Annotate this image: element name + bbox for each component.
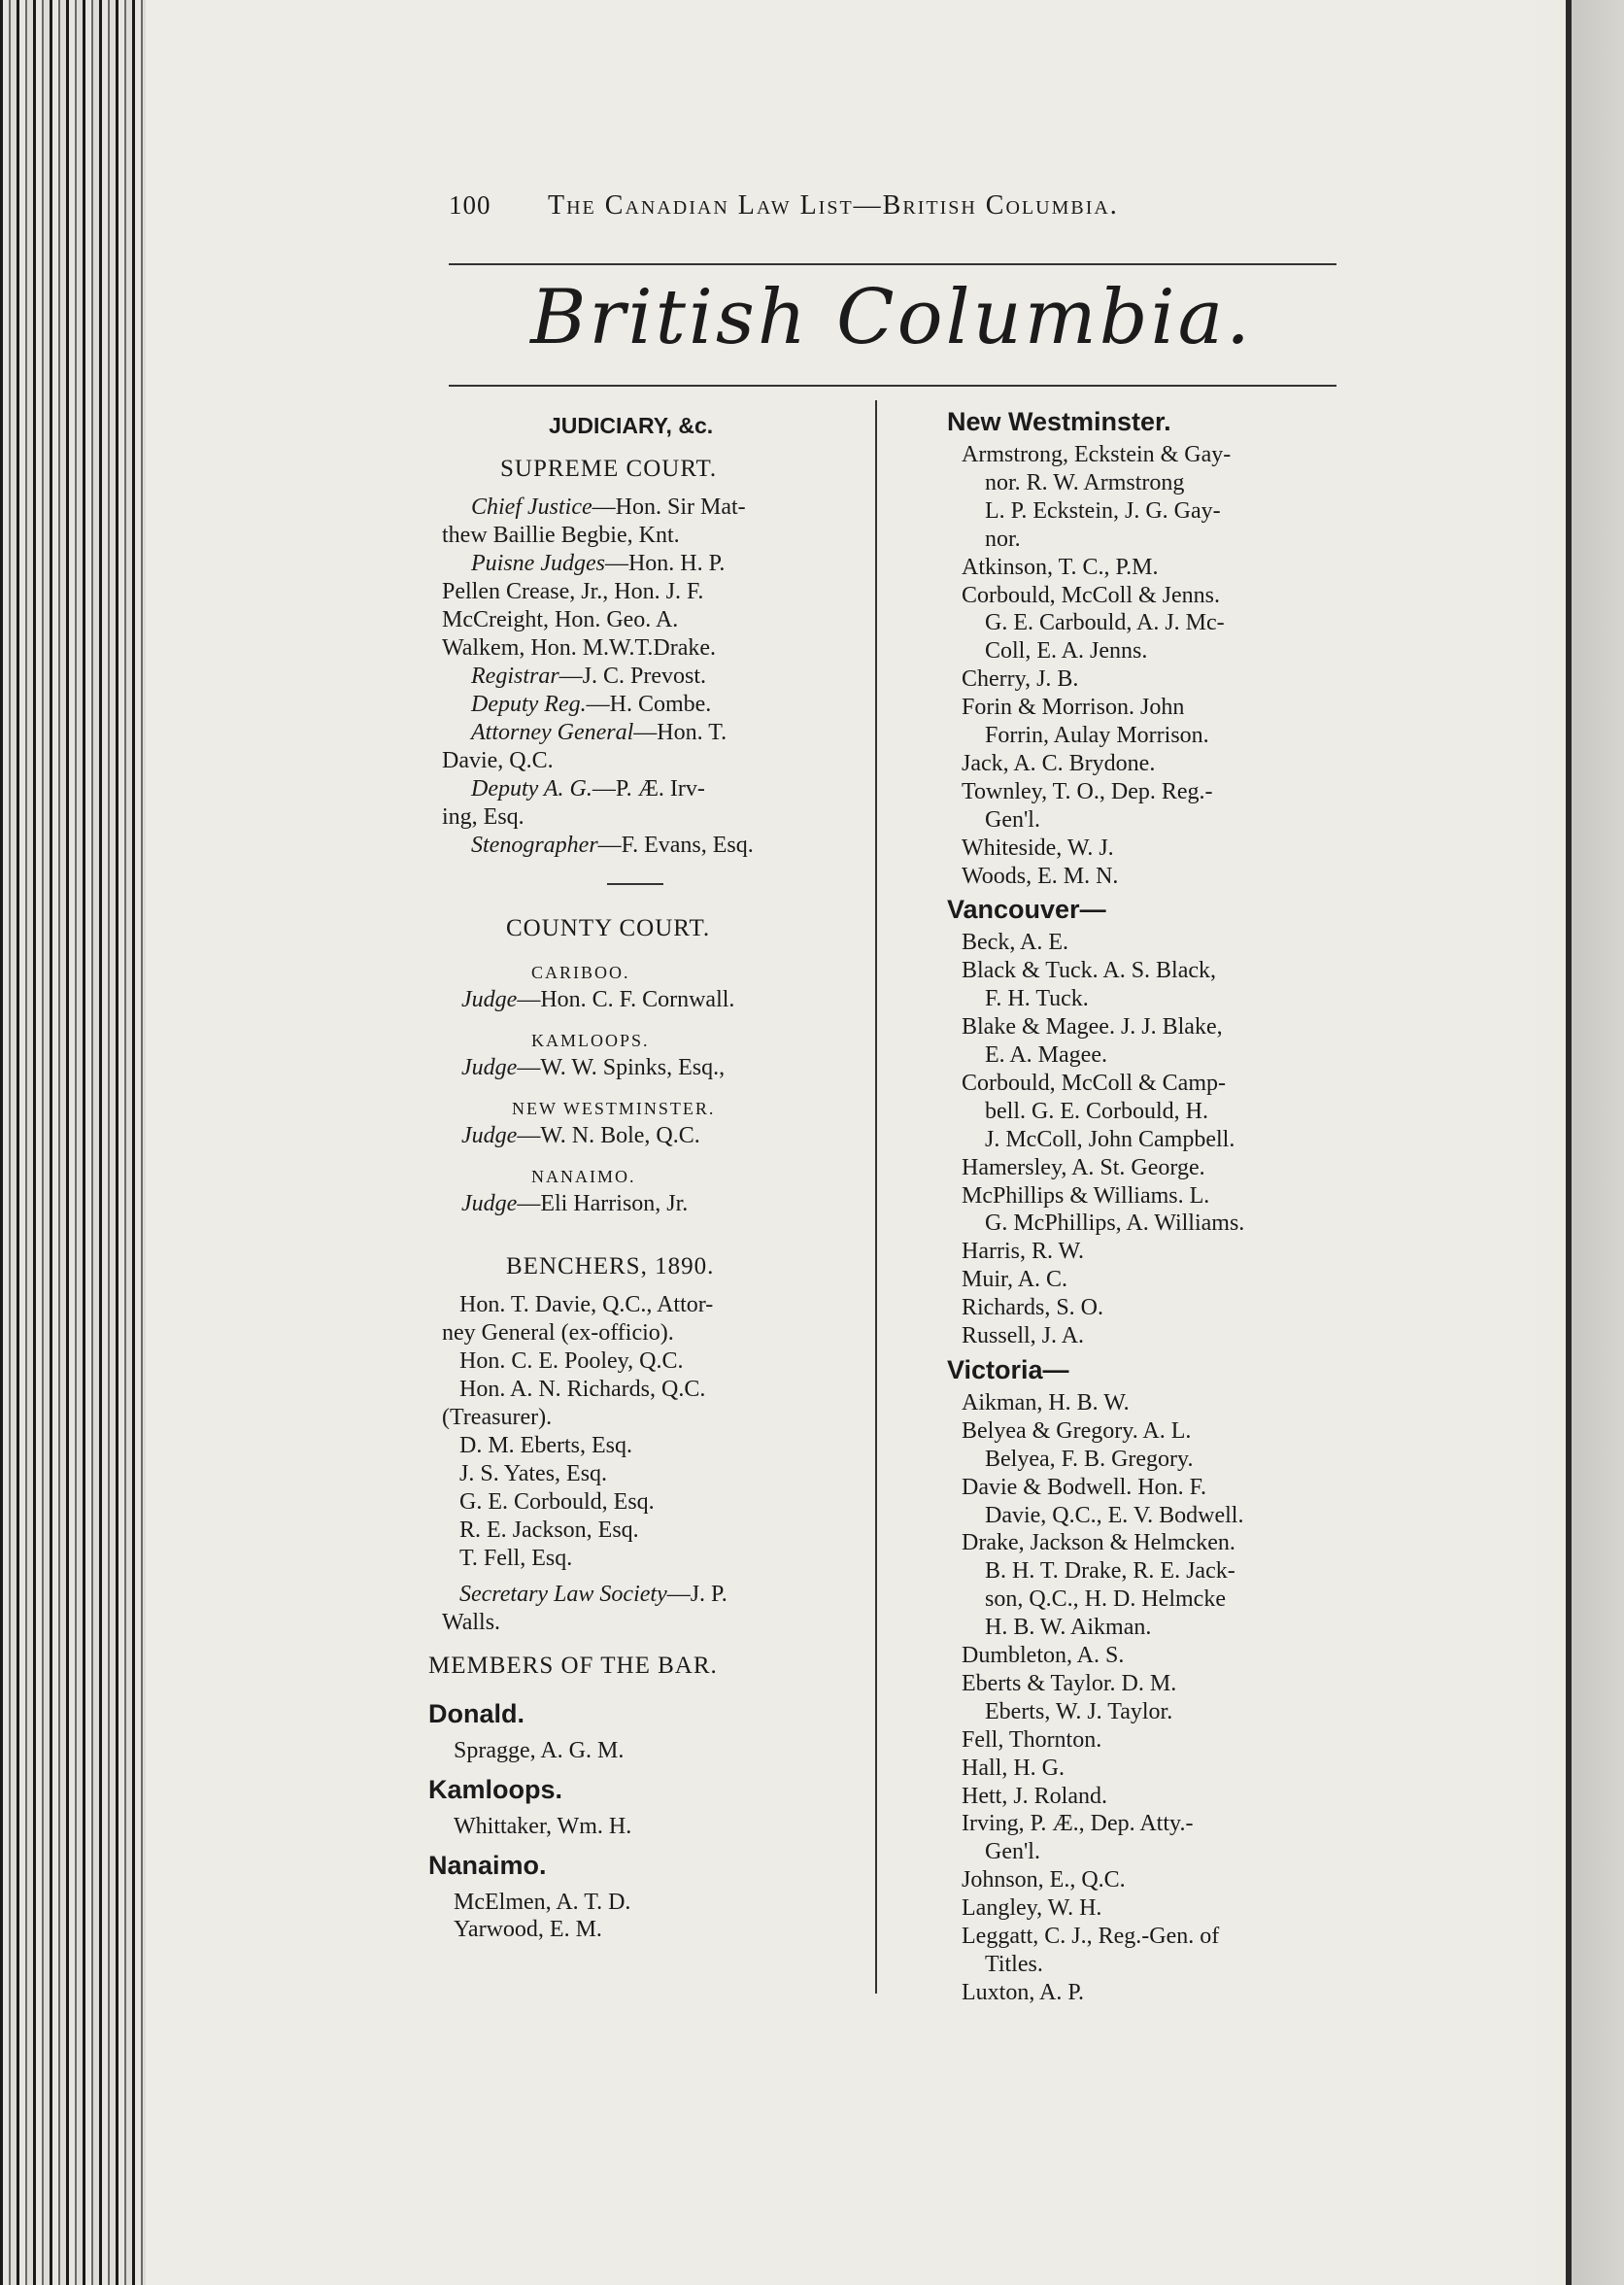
county-judge-line — [461, 1122, 700, 1150]
bar-entry: F. H. Tuck. — [985, 986, 1089, 1012]
office-holder: —Hon. Sir Mat- — [592, 495, 746, 520]
head-rule — [449, 263, 1336, 265]
bar-entry: Eberts & Taylor. D. M. — [962, 1670, 1177, 1696]
secretary-line-cont: Walls. — [442, 1610, 501, 1635]
office-holder: —F. Evans, Esq. — [597, 833, 754, 858]
bar-entry: Fell, Thornton. — [962, 1726, 1102, 1753]
bar-entry: Langley, W. H. — [962, 1895, 1102, 1922]
bar-entry: B. H. T. Drake, R. E. Jack- — [985, 1558, 1235, 1585]
supreme-court-line — [471, 550, 725, 578]
supreme-court-line: ing, Esq. — [442, 804, 524, 830]
bencher-line: Hon. T. Davie, Q.C., Attor- — [459, 1292, 714, 1317]
bar-entry: Johnson, E., Q.C. — [962, 1867, 1126, 1893]
bar-entry: Atkinson, T. C., P.M. — [962, 554, 1159, 580]
bar-entry: Cherry, J. B. — [962, 666, 1079, 693]
bar-entry: G. McPhillips, A. Williams. — [985, 1211, 1245, 1237]
county-judge-line — [461, 1054, 725, 1082]
bencher-line: D. M. Eberts, Esq. — [459, 1433, 632, 1458]
bar-city: Nanaimo. — [428, 1851, 547, 1880]
supreme-court-line: Davie, Q.C. — [442, 748, 554, 773]
bar-entry: Armstrong, Eckstein & Gay- — [962, 442, 1232, 467]
bar-entry: McPhillips & Williams. L. — [962, 1182, 1210, 1209]
office-label: Deputy Reg. — [471, 692, 587, 717]
office-label: Judge — [461, 1055, 518, 1080]
bar-entry: Hall, H. G. — [962, 1755, 1065, 1781]
bar-entry: nor. — [985, 526, 1021, 552]
section-rule — [607, 883, 663, 885]
bar-entry: Belyea, F. B. Gregory. — [985, 1446, 1194, 1472]
county-judge-line — [461, 1190, 688, 1218]
page-title: British Columbia. — [530, 274, 1253, 361]
bencher-line: T. Fell, Esq. — [459, 1546, 573, 1571]
bar-entry: Davie & Bodwell. Hon. F. — [962, 1474, 1207, 1500]
office-label: Stenographer — [471, 833, 598, 858]
office-label: Deputy A. G. — [471, 776, 592, 801]
bar-entry: Gen'l. — [985, 1839, 1040, 1865]
bar-entry: Black & Tuck. A. S. Black, — [962, 958, 1217, 984]
supreme-court-line — [471, 663, 706, 691]
supreme-court-line: McCreight, Hon. Geo. A. — [442, 607, 679, 632]
supreme-court-line: thew Baillie Begbie, Knt. — [442, 523, 680, 548]
secretary-line — [459, 1581, 727, 1609]
bar-entry: Townley, T. O., Dep. Reg.- — [962, 778, 1213, 804]
supreme-court-line — [471, 691, 711, 719]
benchers-heading: BENCHERS, 1890. — [506, 1253, 715, 1279]
bar-entry: Forin & Morrison. John — [962, 695, 1185, 721]
office-holder: —H. Combe. — [586, 692, 712, 717]
bar-entry: Whittaker, Wm. H. — [454, 1814, 632, 1839]
bar-entry: L. P. Eckstein, J. G. Gay- — [985, 497, 1221, 524]
bar-entry: bell. G. E. Corbould, H. — [985, 1098, 1208, 1124]
office-label: Chief Justice — [471, 495, 592, 520]
office-holder: —Hon. T. — [633, 720, 727, 745]
bar-entry: Beck, A. E. — [962, 930, 1068, 956]
bar-entry: Aikman, H. B. W. — [962, 1389, 1130, 1415]
book-page-edges — [0, 0, 155, 2285]
bar-city: Vancouver— — [947, 895, 1106, 925]
bar-entry: Irving, P. Æ., Dep. Atty.- — [962, 1811, 1194, 1837]
members-heading: MEMBERS OF THE BAR. — [428, 1653, 718, 1679]
running-head-title: The Canadian Law List—British Columbia. — [548, 190, 1119, 221]
bar-entry: nor. R. W. Armstrong — [985, 469, 1185, 495]
office-label: Judge — [461, 987, 518, 1012]
supreme-court-line — [471, 494, 746, 522]
column-divider — [875, 400, 877, 1994]
office-label: Judge — [461, 1123, 518, 1148]
bar-entry: Coll, E. A. Jenns. — [985, 638, 1148, 665]
office-holder: —J. P. — [666, 1582, 727, 1607]
court-heading: COUNTY COURT. — [506, 915, 711, 941]
office-holder: —W. W. Spinks, Esq., — [517, 1055, 726, 1080]
bar-entry: Luxton, A. P. — [962, 1979, 1085, 2005]
court-heading: SUPREME COURT. — [500, 456, 718, 482]
bar-entry: Richards, S. O. — [962, 1295, 1103, 1321]
title-rule — [449, 385, 1336, 387]
bar-entry: Yarwood, E. M. — [454, 1917, 602, 1942]
bar-city: Kamloops. — [428, 1775, 563, 1804]
page-number: 100 — [449, 190, 491, 220]
bar-entry: Corbould, McColl & Camp- — [962, 1070, 1226, 1096]
bar-entry: Blake & Magee. J. J. Blake, — [962, 1014, 1223, 1040]
bencher-line: R. E. Jackson, Esq. — [459, 1518, 639, 1543]
bar-entry: Hamersley, A. St. George. — [962, 1154, 1205, 1180]
bencher-line: (Treasurer). — [442, 1405, 553, 1430]
bencher-line: Hon. A. N. Richards, Q.C. — [459, 1377, 706, 1402]
bencher-line: Hon. C. E. Pooley, Q.C. — [459, 1348, 684, 1374]
bar-entry: Leggatt, C. J., Reg.-Gen. of — [962, 1924, 1220, 1949]
bar-entry: Whiteside, W. J. — [962, 835, 1114, 861]
bencher-line: G. E. Corbould, Esq. — [459, 1489, 655, 1515]
office-holder: —P. Æ. Irv- — [592, 776, 705, 801]
bencher-line: ney General (ex-officio). — [442, 1320, 674, 1346]
bar-entry: Eberts, W. J. Taylor. — [985, 1698, 1173, 1724]
bar-city: New Westminster. — [947, 407, 1171, 436]
bar-entry: Woods, E. M. N. — [962, 863, 1119, 889]
bar-entry: Forrin, Aulay Morrison. — [985, 723, 1209, 748]
bar-entry: son, Q.C., H. D. Helmcke — [985, 1586, 1226, 1613]
supreme-court-line — [471, 775, 705, 803]
bar-entry: Corbould, McColl & Jenns. — [962, 582, 1221, 608]
office-holder: —W. N. Bole, Q.C. — [517, 1123, 700, 1148]
bar-entry: Harris, R. W. — [962, 1239, 1084, 1265]
running-head — [449, 190, 1342, 229]
bar-entry: Drake, Jackson & Helmcken. — [962, 1530, 1235, 1556]
bar-entry: McElmen, A. T. D. — [454, 1890, 631, 1915]
bar-entry: Gen'l. — [985, 806, 1040, 833]
bencher-line: J. S. Yates, Esq. — [459, 1461, 608, 1486]
district-name: CARIBOO. — [531, 963, 630, 982]
office-label: Secretary Law Society — [459, 1582, 667, 1607]
bar-entry: Russell, J. A. — [962, 1323, 1085, 1348]
office-label: Puisne Judges — [471, 551, 605, 576]
right-column — [947, 407, 1338, 2021]
bar-entry: G. E. Carbould, A. J. Mc- — [985, 610, 1225, 636]
section-heading: JUDICIARY, &c. — [549, 413, 714, 438]
office-holder: —J. C. Prevost. — [558, 664, 707, 689]
bar-entry: H. B. W. Aikman. — [985, 1615, 1152, 1641]
office-label: Judge — [461, 1191, 518, 1216]
bar-entry: Davie, Q.C., E. V. Bodwell. — [985, 1502, 1244, 1528]
district-name: NEW WESTMINSTER. — [512, 1099, 716, 1118]
book-right-edge — [1537, 0, 1624, 2285]
county-judge-line — [461, 986, 734, 1014]
office-holder: —Eli Harrison, Jr. — [517, 1191, 689, 1216]
bar-entry: E. A. Magee. — [985, 1042, 1107, 1068]
bar-entry: Hett, J. Roland. — [962, 1783, 1107, 1809]
bar-entry: Belyea & Gregory. A. L. — [962, 1417, 1192, 1444]
left-column — [428, 408, 840, 2011]
bar-entry: J. McColl, John Campbell. — [985, 1126, 1235, 1152]
office-holder: —Hon. C. F. Cornwall. — [517, 987, 735, 1012]
office-label: Registrar — [471, 664, 559, 689]
district-name: NANAIMO. — [531, 1167, 636, 1186]
bar-city: Donald. — [428, 1699, 524, 1728]
district-name: KAMLOOPS. — [531, 1031, 650, 1050]
bar-entry: Jack, A. C. Brydone. — [962, 750, 1156, 776]
office-holder: —Hon. H. P. — [604, 551, 726, 576]
supreme-court-line — [471, 719, 727, 747]
supreme-court-line — [471, 832, 754, 860]
office-label: Attorney General — [471, 720, 634, 745]
bar-entry: Titles. — [985, 1951, 1043, 1977]
bar-entry: Spragge, A. G. M. — [454, 1738, 625, 1763]
supreme-court-line: Walkem, Hon. M.W.T.Drake. — [442, 635, 716, 661]
bar-city: Victoria— — [947, 1354, 1069, 1384]
bar-entry: Dumbleton, A. S. — [962, 1643, 1125, 1668]
supreme-court-line: Pellen Crease, Jr., Hon. J. F. — [442, 579, 704, 604]
bar-entry: Muir, A. C. — [962, 1267, 1068, 1293]
